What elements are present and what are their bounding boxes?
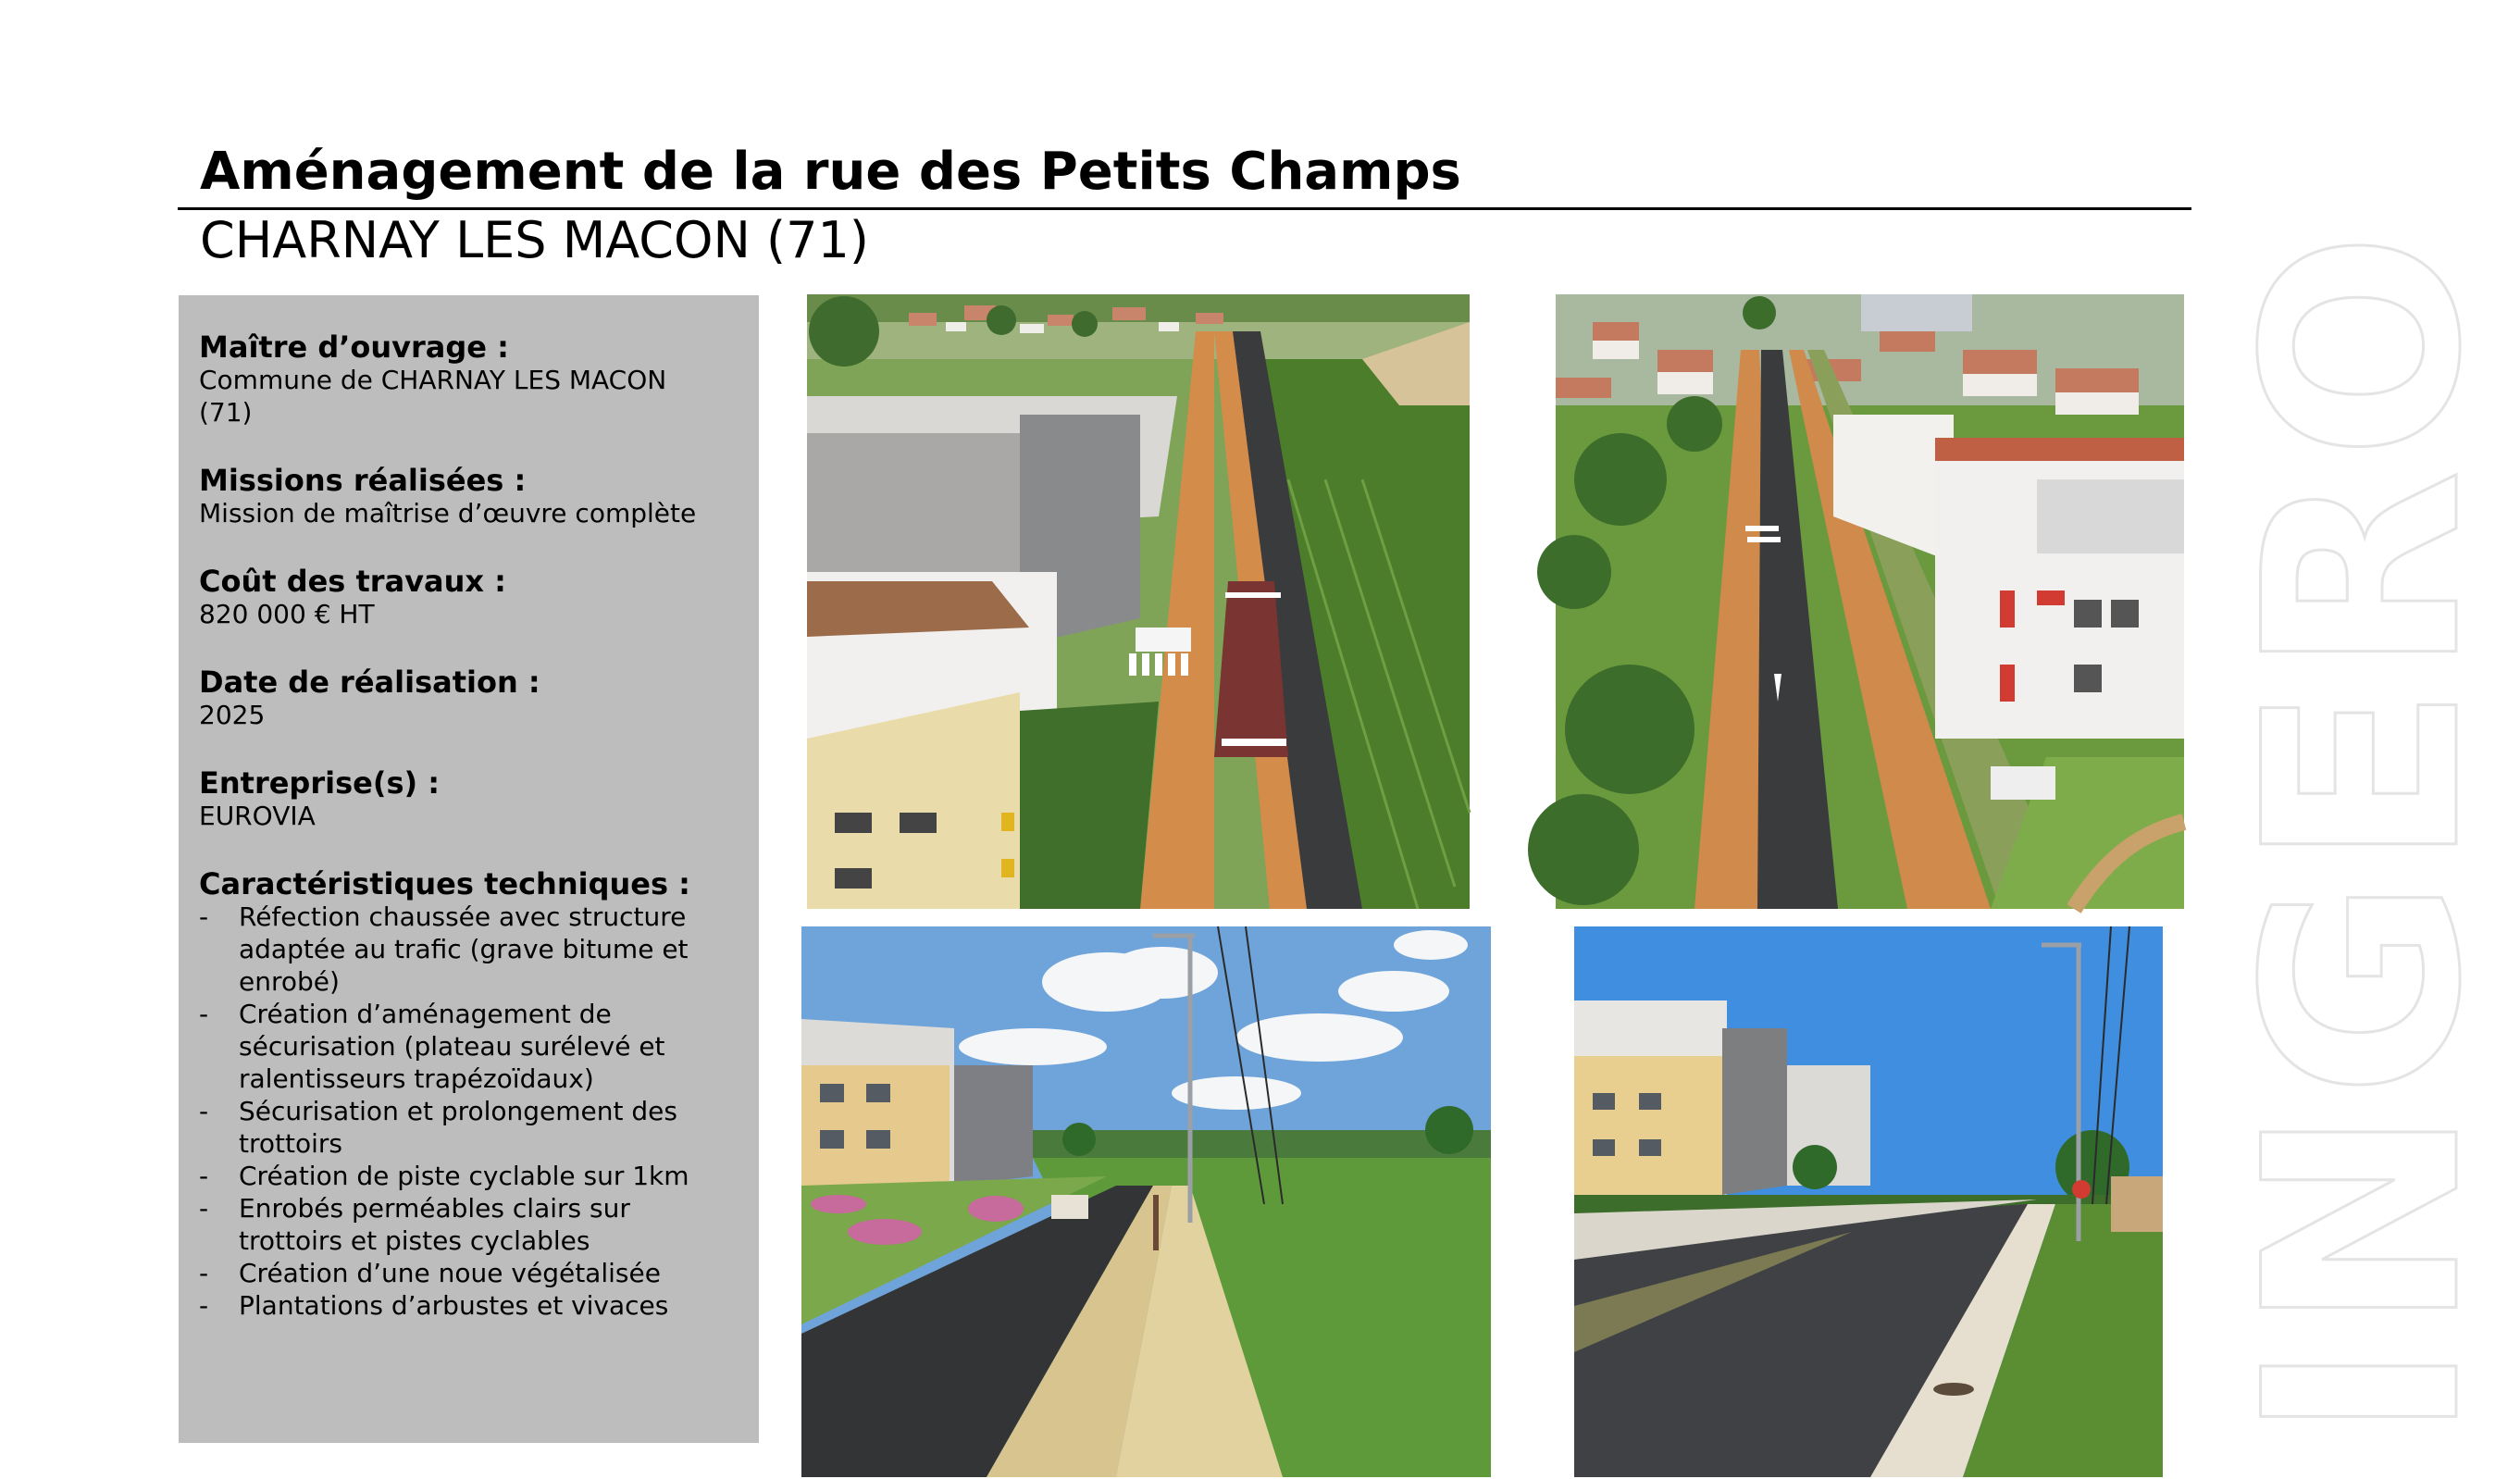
list-item-text: Plantations d’arbustes et vivaces	[239, 1290, 669, 1321]
info-section-date	[199, 665, 739, 731]
section-value: Commune de CHARNAY LES MACON (71)	[199, 365, 667, 428]
list-item-text: Sécurisation et prolongement des trottoirs	[239, 1096, 677, 1159]
project-info-panel	[179, 295, 759, 1443]
aerial-photo-street-image	[1556, 294, 2184, 909]
info-section-contractor	[199, 766, 739, 832]
list-item-text: Réfection chaussée avec structure adaptée au trafic (grave bitume et enrobé)	[239, 901, 689, 997]
list-item-text: Création d’aménagement de sécurisation (plateau surélevé et ralentisseurs trapézoïdaux)	[239, 999, 665, 1094]
aerial-photo-plateau-image	[807, 294, 1470, 909]
list-dash: -	[199, 1290, 209, 1321]
list-item	[199, 1257, 736, 1289]
section-label: Missions réalisées :	[199, 463, 527, 498]
list-dash: -	[199, 1258, 209, 1288]
aerial-photo-street	[1556, 294, 2184, 909]
ingero-watermark	[2208, 222, 2520, 1479]
section-value: 2025	[199, 700, 266, 730]
list-item	[199, 901, 717, 998]
aerial-photo-plateau	[807, 294, 1470, 909]
list-dash: -	[199, 999, 209, 1029]
section-value: 820 000 € HT	[199, 599, 375, 629]
list-item	[199, 1160, 736, 1192]
section-label: Date de réalisation :	[199, 665, 540, 700]
street-photo-finished-image	[1574, 926, 2163, 1477]
info-section-missions	[199, 464, 739, 529]
section-value: Mission de maîtrise d’œuvre complète	[199, 498, 697, 528]
section-label: Caractéristiques techniques :	[199, 866, 690, 901]
street-photo-finished	[1574, 926, 2163, 1477]
list-item-text: Création d’une noue végétalisée	[239, 1258, 661, 1288]
list-dash: -	[199, 1096, 209, 1126]
info-section-client	[199, 330, 739, 429]
list-dash: -	[199, 1193, 209, 1224]
section-value: EUROVIA	[199, 801, 316, 831]
page-title: Aménagement de la rue des Petits Champs	[200, 142, 1461, 202]
list-item	[199, 1095, 717, 1160]
street-rendering-image	[801, 926, 1491, 1477]
list-item-text: Enrobés perméables clairs sur trottoirs et pistes cyclables	[239, 1193, 630, 1256]
list-item	[199, 998, 699, 1095]
watermark-text: INGERO	[2208, 222, 2520, 1441]
list-item	[199, 1289, 736, 1322]
section-label: Entreprise(s) :	[199, 765, 441, 801]
info-section-technical	[199, 867, 739, 1322]
list-item	[199, 1192, 680, 1257]
list-dash: -	[199, 1161, 209, 1191]
page-subtitle: CHARNAY LES MACON (71)	[200, 211, 869, 269]
info-section-cost	[199, 565, 739, 630]
title-divider	[178, 207, 2191, 210]
list-dash: -	[199, 901, 209, 932]
list-item-text: Création de piste cyclable sur 1km	[239, 1161, 689, 1191]
technical-list	[199, 901, 739, 1322]
section-label: Maître d’ouvrage :	[199, 329, 509, 365]
section-label: Coût des travaux :	[199, 564, 506, 599]
street-rendering-photo	[801, 926, 1491, 1477]
